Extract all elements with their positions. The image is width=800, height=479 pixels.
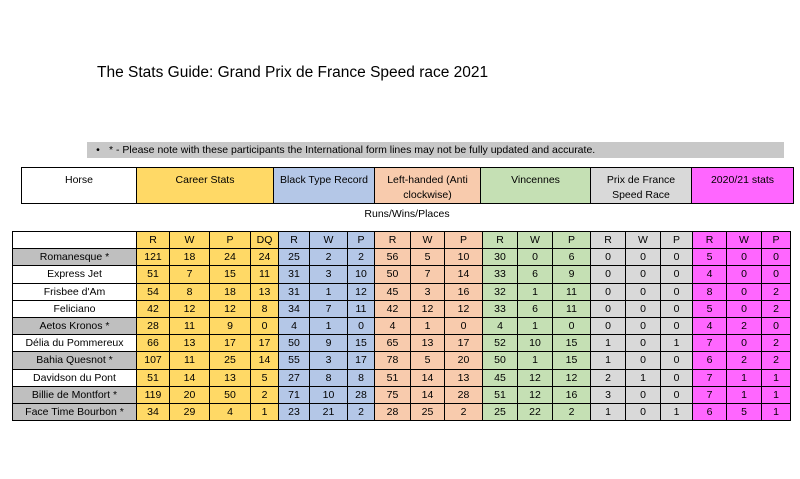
stat-cell: 4	[375, 317, 411, 334]
table-row	[13, 403, 791, 420]
stat-cell: 3	[591, 386, 626, 403]
stat-cell: 2	[762, 300, 791, 317]
stat-cell: 16	[445, 283, 483, 300]
stat-cell: 18	[170, 249, 210, 266]
disclaimer-text: * - Please note with these participants the International form lines may not be fully updated and accurate.	[109, 144, 596, 156]
stat-cell: 1	[251, 403, 279, 420]
stat-cell: 5	[693, 249, 727, 266]
stat-cell: 0	[661, 283, 693, 300]
stat-cell: 51	[483, 386, 518, 403]
stat-cell: 119	[137, 386, 170, 403]
stat-cell: 0	[626, 300, 661, 317]
table-row	[13, 317, 791, 334]
header-vincennes: Vincennes	[481, 168, 591, 204]
stat-cell: 66	[137, 335, 170, 352]
stat-cell: 28	[348, 386, 375, 403]
stats-table	[12, 231, 791, 421]
stat-cell: 17	[348, 352, 375, 369]
stat-cell: 1	[310, 283, 348, 300]
stat-cell: 4	[279, 317, 310, 334]
stat-cell: 9	[553, 266, 591, 283]
column-label: W	[310, 232, 348, 249]
stat-cell: 28	[137, 317, 170, 334]
column-label: P	[553, 232, 591, 249]
stat-cell: 52	[483, 335, 518, 352]
header-horse: Horse	[22, 168, 137, 204]
stat-cell: 1	[727, 369, 762, 386]
table-row	[13, 335, 791, 352]
stat-cell: 6	[518, 300, 553, 317]
stat-cell: 0	[348, 317, 375, 334]
stat-cell: 28	[445, 386, 483, 403]
stat-cell: 2	[348, 403, 375, 420]
stat-cell: 12	[170, 300, 210, 317]
stat-cell: 0	[626, 386, 661, 403]
table-row	[13, 386, 791, 403]
horse-name: Aetos Kronos *	[13, 317, 137, 334]
column-label: P	[348, 232, 375, 249]
stat-cell: 1	[518, 283, 553, 300]
stat-cell: 1	[762, 386, 791, 403]
stat-cell: 4	[483, 317, 518, 334]
stat-cell: 1	[591, 403, 626, 420]
subheader-runs-wins-places: Runs/Wins/Places	[364, 208, 450, 220]
stat-cell: 8	[251, 300, 279, 317]
stat-cell: 2	[762, 335, 791, 352]
stat-cell: 16	[553, 386, 591, 403]
stat-cell: 15	[348, 335, 375, 352]
stat-cell: 20	[170, 386, 210, 403]
stat-cell: 0	[626, 266, 661, 283]
stat-cell: 0	[626, 249, 661, 266]
stat-cell: 2	[348, 249, 375, 266]
stat-cell: 7	[693, 335, 727, 352]
stat-cell: 0	[661, 266, 693, 283]
stat-cell: 2	[553, 403, 591, 420]
stat-cell: 71	[279, 386, 310, 403]
stat-cell: 1	[310, 317, 348, 334]
stat-cell: 31	[279, 283, 310, 300]
stat-cell: 21	[310, 403, 348, 420]
stat-cell: 12	[411, 300, 445, 317]
stat-cell: 5	[727, 403, 762, 420]
stat-cell: 13	[210, 369, 251, 386]
stat-cell: 4	[693, 266, 727, 283]
stat-cell: 32	[483, 283, 518, 300]
stat-cell: 15	[553, 352, 591, 369]
horse-name: Feliciano	[13, 300, 137, 317]
stat-cell: 24	[251, 249, 279, 266]
stat-cell: 42	[375, 300, 411, 317]
table-row	[13, 249, 791, 266]
stat-cell: 10	[310, 386, 348, 403]
stat-cell: 0	[727, 266, 762, 283]
stat-cell: 0	[661, 300, 693, 317]
stat-cell: 3	[411, 283, 445, 300]
stat-cell: 14	[170, 369, 210, 386]
stat-cell: 25	[483, 403, 518, 420]
stat-cell: 2	[310, 249, 348, 266]
stat-cell: 50	[375, 266, 411, 283]
column-label: P	[661, 232, 693, 249]
stat-cell: 1	[762, 369, 791, 386]
table-row	[13, 369, 791, 386]
stat-cell: 34	[137, 403, 170, 420]
stat-cell: 10	[518, 335, 553, 352]
stat-cell: 6	[553, 249, 591, 266]
stat-cell: 11	[170, 352, 210, 369]
stat-cell: 10	[348, 266, 375, 283]
stat-cell: 50	[483, 352, 518, 369]
stat-cell: 51	[137, 369, 170, 386]
column-label: W	[411, 232, 445, 249]
stat-cell: 45	[375, 283, 411, 300]
stat-cell: 33	[483, 300, 518, 317]
stat-cell: 4	[210, 403, 251, 420]
stat-cell: 65	[375, 335, 411, 352]
horse-name: Délia du Pommereux	[13, 335, 137, 352]
stat-cell: 3	[310, 352, 348, 369]
stat-cell: 0	[626, 283, 661, 300]
horse-name: Frisbee d'Am	[13, 283, 137, 300]
stat-cell: 27	[279, 369, 310, 386]
stat-cell: 22	[518, 403, 553, 420]
stat-cell: 0	[762, 266, 791, 283]
stat-cell: 0	[518, 249, 553, 266]
stat-cell: 45	[483, 369, 518, 386]
stat-cell: 10	[445, 249, 483, 266]
stat-cell: 13	[251, 283, 279, 300]
stat-cell: 34	[279, 300, 310, 317]
stat-cell: 11	[553, 300, 591, 317]
header-left-handed: Left-handed (Anti clockwise)	[375, 168, 481, 204]
stat-cell: 11	[553, 283, 591, 300]
column-label: W	[518, 232, 553, 249]
table-row	[13, 352, 791, 369]
category-header-table	[21, 167, 794, 204]
stat-cell: 0	[626, 403, 661, 420]
stat-cell: 0	[445, 317, 483, 334]
horse-name: Face Time Bourbon *	[13, 403, 137, 420]
stat-cell: 12	[445, 300, 483, 317]
stat-cell: 14	[445, 266, 483, 283]
stat-cell: 1	[661, 335, 693, 352]
stat-cell: 121	[137, 249, 170, 266]
stat-cell: 1	[518, 352, 553, 369]
stat-cell: 42	[137, 300, 170, 317]
stat-cell: 25	[279, 249, 310, 266]
column-label: R	[375, 232, 411, 249]
header-2020-21-stats: 2020/21 stats	[692, 168, 794, 204]
stat-cell: 7	[693, 386, 727, 403]
stat-cell: 0	[661, 317, 693, 334]
stat-cell: 7	[693, 369, 727, 386]
stat-cell: 23	[279, 403, 310, 420]
stat-cell: 14	[411, 369, 445, 386]
stat-cell: 56	[375, 249, 411, 266]
stat-cell: 17	[210, 335, 251, 352]
stat-cell: 0	[762, 317, 791, 334]
stat-cell: 12	[518, 386, 553, 403]
table-row	[13, 266, 791, 283]
stat-cell: 0	[591, 283, 626, 300]
stat-cell: 107	[137, 352, 170, 369]
stat-cell: 0	[591, 249, 626, 266]
stat-cell: 1	[727, 386, 762, 403]
stat-cell: 7	[411, 266, 445, 283]
stat-cell: 12	[210, 300, 251, 317]
stat-cell: 14	[411, 386, 445, 403]
stat-cell: 0	[626, 352, 661, 369]
stat-cell: 6	[693, 352, 727, 369]
table-row	[13, 283, 791, 300]
stat-cell: 0	[661, 352, 693, 369]
stat-cell: 11	[348, 300, 375, 317]
column-label: W	[727, 232, 762, 249]
stat-cell: 31	[279, 266, 310, 283]
stat-cell: 17	[445, 335, 483, 352]
stat-cell: 28	[375, 403, 411, 420]
stat-cell: 4	[693, 317, 727, 334]
stat-cell: 0	[762, 249, 791, 266]
stat-cell: 9	[310, 335, 348, 352]
stat-cell: 0	[591, 317, 626, 334]
stat-cell: 15	[210, 266, 251, 283]
page-title: The Stats Guide: Grand Prix de France Speed race 2021	[97, 64, 489, 81]
stat-cell: 33	[483, 266, 518, 283]
stat-cell: 1	[591, 352, 626, 369]
horse-name: Davidson du Pont	[13, 369, 137, 386]
column-label: R	[279, 232, 310, 249]
column-label: P	[762, 232, 791, 249]
stat-cell: 13	[445, 369, 483, 386]
stat-cell: 1	[411, 317, 445, 334]
column-label: P	[210, 232, 251, 249]
stat-cell: 0	[661, 386, 693, 403]
stat-cell: 12	[348, 283, 375, 300]
stat-cell: 3	[310, 266, 348, 283]
stat-cell: 8	[310, 369, 348, 386]
stat-cell: 50	[279, 335, 310, 352]
column-label-row	[13, 232, 791, 249]
stat-cell: 55	[279, 352, 310, 369]
stat-cell: 6	[693, 403, 727, 420]
stat-cell: 1	[626, 369, 661, 386]
stat-cell: 78	[375, 352, 411, 369]
stat-cell: 5	[411, 352, 445, 369]
stat-cell: 14	[251, 352, 279, 369]
column-label: R	[693, 232, 727, 249]
horse-name: Express Jet	[13, 266, 137, 283]
column-label: W	[170, 232, 210, 249]
blank-cell	[13, 232, 137, 249]
stat-cell: 0	[626, 335, 661, 352]
stat-cell: 5	[411, 249, 445, 266]
stat-cell: 0	[553, 317, 591, 334]
stat-cell: 24	[210, 249, 251, 266]
stat-cell: 0	[591, 300, 626, 317]
horse-name: Bahia Quesnot *	[13, 352, 137, 369]
stat-cell: 7	[170, 266, 210, 283]
stat-cell: 15	[553, 335, 591, 352]
horse-name: Romanesque *	[13, 249, 137, 266]
stat-cell: 29	[170, 403, 210, 420]
stat-cell: 75	[375, 386, 411, 403]
stat-cell: 51	[137, 266, 170, 283]
stat-cell: 12	[518, 369, 553, 386]
stat-cell: 5	[251, 369, 279, 386]
table-row	[13, 300, 791, 317]
stat-cell: 0	[251, 317, 279, 334]
stat-cell: 2	[251, 386, 279, 403]
stat-cell: 0	[661, 369, 693, 386]
disclaimer-note	[87, 142, 784, 158]
stat-cell: 1	[591, 335, 626, 352]
stat-cell: 0	[626, 317, 661, 334]
stat-cell: 0	[727, 300, 762, 317]
stat-cell: 2	[762, 283, 791, 300]
stat-cell: 2	[591, 369, 626, 386]
column-label: DQ	[251, 232, 279, 249]
column-label: R	[137, 232, 170, 249]
stat-cell: 50	[210, 386, 251, 403]
header-career-stats: Career Stats	[137, 168, 274, 204]
stat-cell: 20	[445, 352, 483, 369]
stat-cell: 11	[251, 266, 279, 283]
stat-cell: 54	[137, 283, 170, 300]
stat-cell: 25	[210, 352, 251, 369]
stat-cell: 18	[210, 283, 251, 300]
stat-cell: 6	[518, 266, 553, 283]
column-label: R	[591, 232, 626, 249]
stat-cell: 1	[762, 403, 791, 420]
stat-cell: 17	[251, 335, 279, 352]
column-label: R	[483, 232, 518, 249]
column-label: W	[626, 232, 661, 249]
stat-cell: 7	[310, 300, 348, 317]
stat-cell: 2	[762, 352, 791, 369]
stat-cell: 12	[553, 369, 591, 386]
stat-cell: 0	[727, 249, 762, 266]
stat-cell: 9	[210, 317, 251, 334]
horse-name: Billie de Montfort *	[13, 386, 137, 403]
stat-cell: 2	[727, 317, 762, 334]
stat-cell: 8	[348, 369, 375, 386]
stat-cell: 2	[445, 403, 483, 420]
header-black-type: Black Type Record	[274, 168, 375, 204]
stat-cell: 2	[727, 352, 762, 369]
stat-cell: 5	[693, 300, 727, 317]
stat-cell: 13	[170, 335, 210, 352]
bullet-icon: •	[96, 144, 100, 156]
stat-cell: 0	[661, 249, 693, 266]
stat-cell: 8	[693, 283, 727, 300]
stat-cell: 1	[518, 317, 553, 334]
stat-cell: 0	[727, 283, 762, 300]
stat-cell: 1	[661, 403, 693, 420]
stat-cell: 0	[727, 335, 762, 352]
column-label: P	[445, 232, 483, 249]
stat-cell: 30	[483, 249, 518, 266]
stat-cell: 13	[411, 335, 445, 352]
stat-cell: 11	[170, 317, 210, 334]
stat-cell: 25	[411, 403, 445, 420]
stat-cell: 8	[170, 283, 210, 300]
stat-cell: 51	[375, 369, 411, 386]
stat-cell: 0	[591, 266, 626, 283]
header-prix-de-france: Prix de France Speed Race	[591, 168, 692, 204]
